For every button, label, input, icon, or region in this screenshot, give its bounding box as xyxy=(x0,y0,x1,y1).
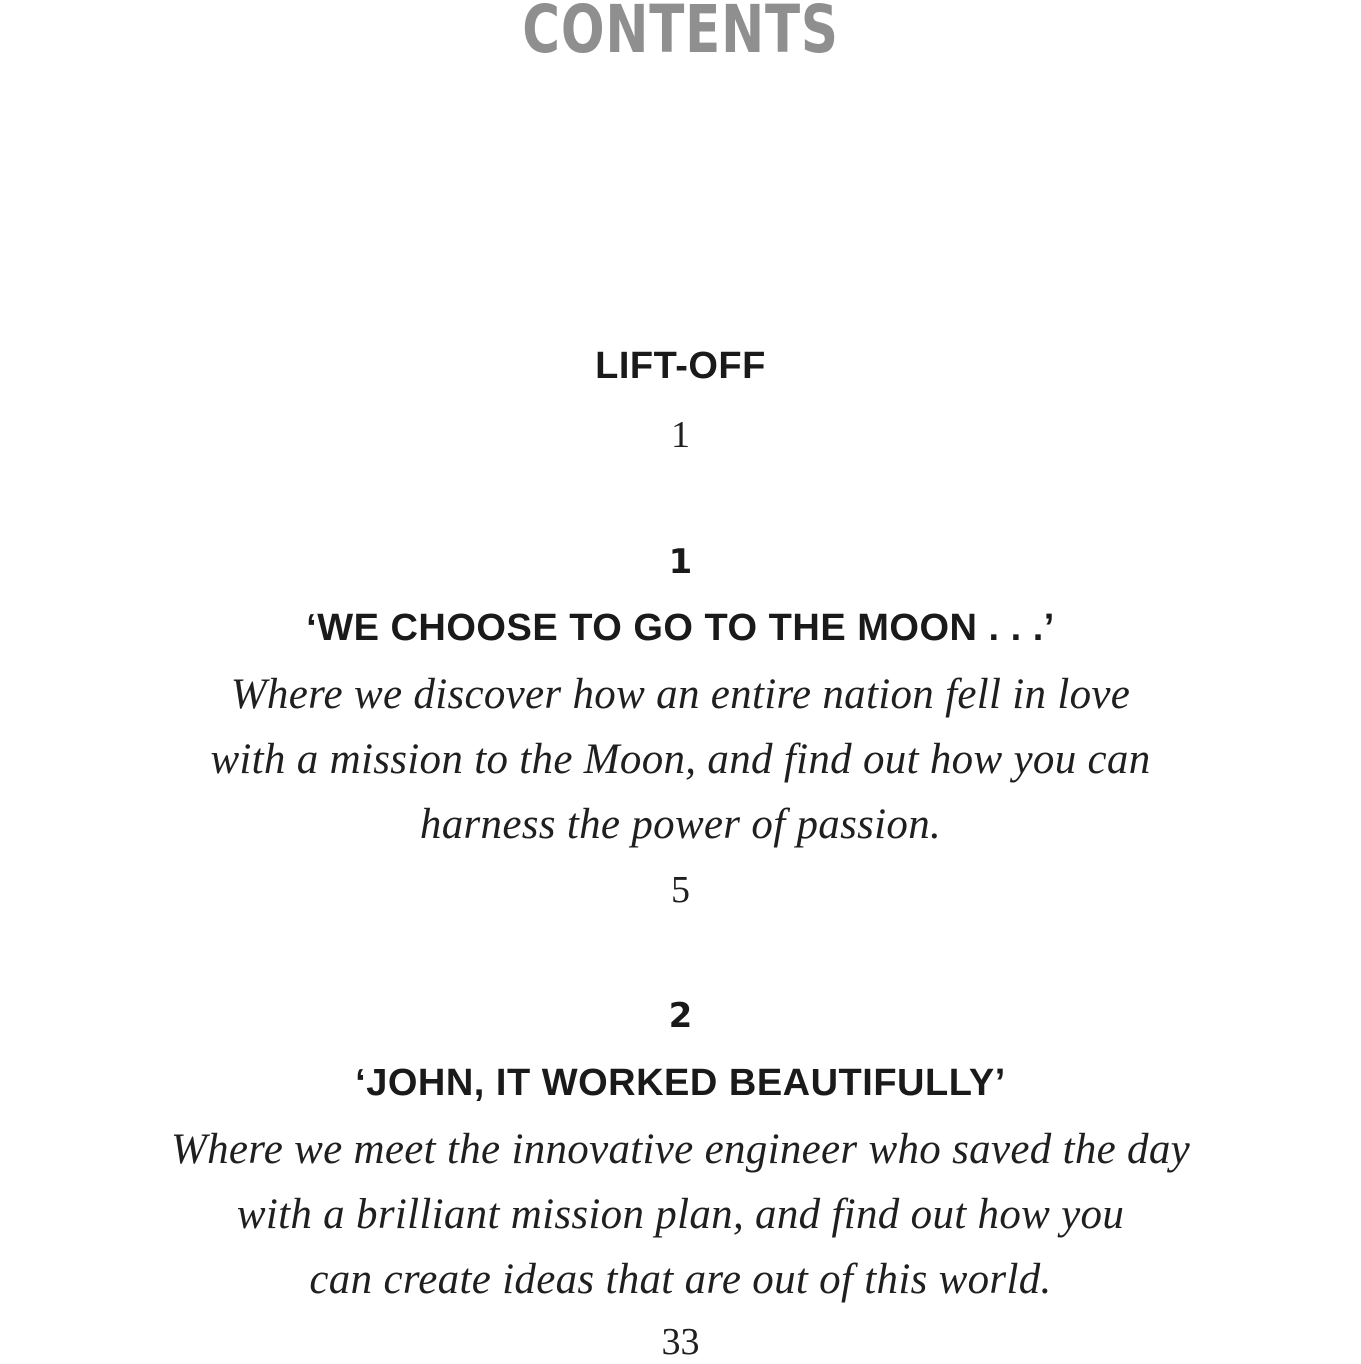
chapter-description-line: with a brilliant mission plan, and find out how you xyxy=(236,1191,1125,1238)
entry-title-lift-off[interactable]: LIFT-OFF xyxy=(595,345,766,387)
chapter-title[interactable]: ‘JOHN, IT WORKED BEAUTIFULLY’ xyxy=(355,1062,1006,1104)
chapter-page-number: 33 xyxy=(661,1321,700,1363)
entry-page-number: 1 xyxy=(671,414,690,456)
chapter-number: 2 xyxy=(668,996,693,1036)
chapter-page-number: 5 xyxy=(671,869,690,911)
chapter-description-line: can create ideas that are out of this world. xyxy=(309,1256,1052,1303)
chapter-description-line: Where we discover how an entire nation fell in love xyxy=(230,671,1131,718)
chapter-description-line: harness the power of passion. xyxy=(419,801,942,848)
chapter-description-line: with a mission to the Moon, and find out how you can xyxy=(210,736,1151,783)
chapter-description-line: Where we meet the innovative engineer who saved the day xyxy=(170,1126,1191,1173)
chapter-number: 1 xyxy=(668,542,693,582)
page-title: CONTENTS xyxy=(522,0,839,68)
chapter-title[interactable]: ‘WE CHOOSE TO GO TO THE MOON . . .’ xyxy=(306,607,1055,649)
